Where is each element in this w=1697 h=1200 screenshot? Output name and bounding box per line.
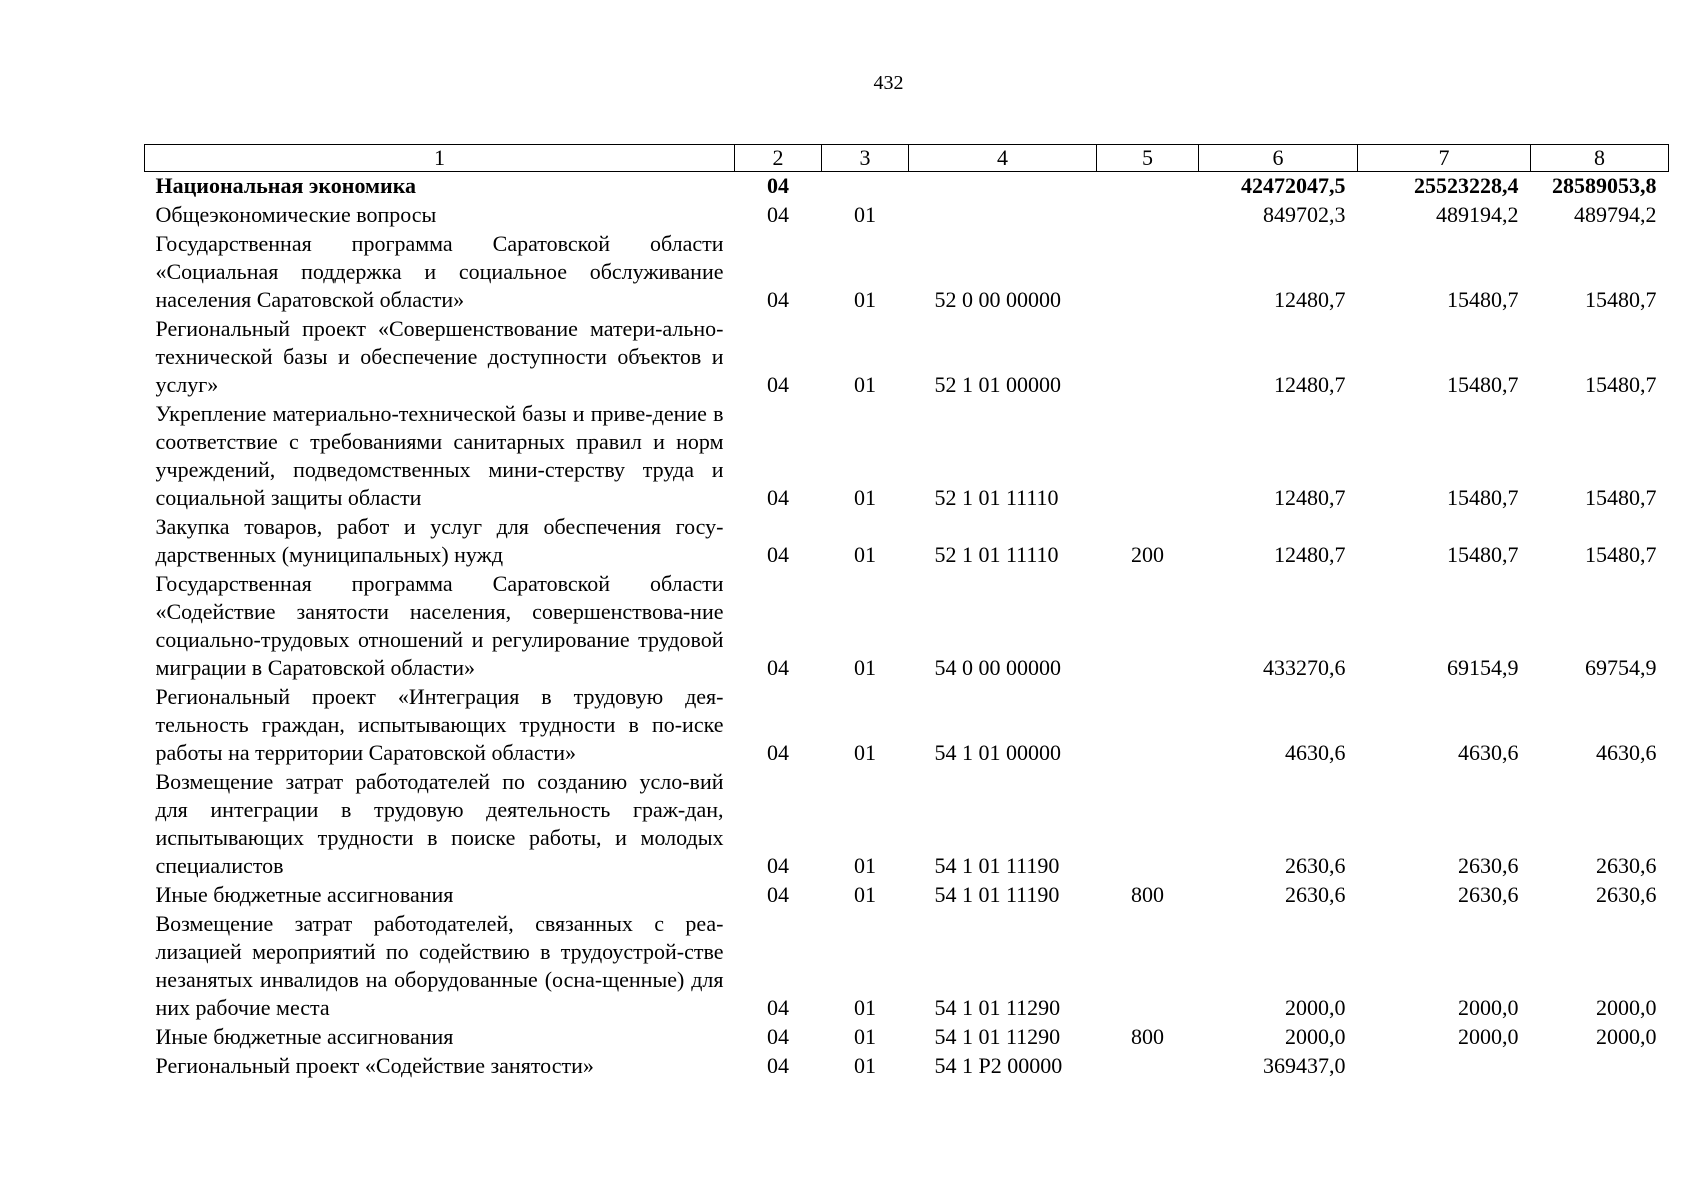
amount-col8-cell: 2630,6 xyxy=(1596,882,1657,907)
table-row xyxy=(145,172,1669,202)
expense-type-cell xyxy=(1097,400,1199,513)
amount-col7-cell: 25523228,4 xyxy=(1414,173,1519,198)
column-header: 5 xyxy=(1097,145,1199,172)
expense-type-cell xyxy=(1097,201,1199,230)
amount-col7-cell: 15480,7 xyxy=(1447,485,1519,510)
row-name-cell: Иные бюджетные ассигнования xyxy=(155,1024,454,1049)
target-article-cell xyxy=(909,172,1097,202)
subsection-code-cell: 01 xyxy=(854,485,876,510)
column-header: 6 xyxy=(1199,145,1358,172)
table-row xyxy=(145,315,1669,400)
expense-type-cell xyxy=(1097,910,1199,1023)
section-code-cell: 04 xyxy=(767,287,789,312)
column-header: 2 xyxy=(735,145,822,172)
amount-col8-cell: 15480,7 xyxy=(1585,542,1657,567)
row-name-cell: Государственная программа Саратовской области «Содействие занятости населения, совершенствова-ние социально-трудовых отношений и регулирование трудовой миграции в Саратовской области» xyxy=(155,571,724,680)
subsection-code-cell: 01 xyxy=(854,287,876,312)
amount-col8-cell: 15480,7 xyxy=(1585,287,1657,312)
amount-col6-cell: 4630,6 xyxy=(1285,740,1346,765)
subsection-code-cell: 01 xyxy=(854,655,876,680)
row-name-cell: Возмещение затрат работодателей по созданию усло-вий для интеграции в трудовую деятельность граж-дан, испытывающих трудности в поиске работы, и молодых специалистов xyxy=(155,769,724,878)
table-row xyxy=(145,768,1669,881)
expense-type-cell xyxy=(1097,768,1199,881)
subsection-code-cell: 01 xyxy=(854,202,876,227)
section-code-cell: 04 xyxy=(767,740,789,765)
amount-col7-cell: 69154,9 xyxy=(1447,655,1519,680)
expense-type-cell: 800 xyxy=(1131,882,1164,907)
target-article-cell: 52 1 01 11110 xyxy=(934,485,1059,510)
row-name-cell: Региональный проект «Содействие занятости» xyxy=(155,1053,594,1078)
amount-col8-cell xyxy=(1531,1052,1669,1081)
expense-type-cell xyxy=(1097,570,1199,683)
section-code-cell: 04 xyxy=(767,173,789,198)
amount-col7-cell: 2000,0 xyxy=(1458,995,1519,1020)
row-name-cell: Общеэкономические вопросы xyxy=(155,202,437,227)
header-row xyxy=(145,145,1669,172)
section-code-cell: 04 xyxy=(767,372,789,397)
expense-type-cell xyxy=(1097,315,1199,400)
subsection-code-cell: 01 xyxy=(854,995,876,1020)
expense-type-cell xyxy=(1097,1052,1199,1081)
section-code-cell: 04 xyxy=(767,1053,789,1078)
row-name-cell: Национальная экономика xyxy=(155,173,417,198)
table-row xyxy=(145,1023,1669,1052)
expense-type-cell: 800 xyxy=(1131,1024,1164,1049)
row-name-cell: Иные бюджетные ассигнования xyxy=(155,882,454,907)
row-name-cell: Региональный проект «Совершенствование матери-ально-технической базы и обеспечение доступности объектов и услуг» xyxy=(155,316,724,397)
amount-col7-cell: 2000,0 xyxy=(1458,1024,1519,1049)
row-name-cell: Государственная программа Саратовской области «Социальная поддержка и социальное обслуживание населения Саратовской области» xyxy=(155,231,724,312)
table-row xyxy=(145,513,1669,570)
amount-col7-cell: 489194,2 xyxy=(1436,202,1519,227)
target-article-cell: 54 1 Р2 00000 xyxy=(934,1053,1063,1078)
subsection-code-cell: 01 xyxy=(854,542,876,567)
subsection-code-cell: 01 xyxy=(854,372,876,397)
amount-col6-cell: 42472047,5 xyxy=(1241,173,1346,198)
amount-col6-cell: 433270,6 xyxy=(1263,655,1346,680)
target-article-cell: 54 1 01 11290 xyxy=(934,995,1061,1020)
amount-col7-cell: 2630,6 xyxy=(1458,853,1519,878)
table-row xyxy=(145,910,1669,1023)
target-article-cell: 54 1 01 11190 xyxy=(934,853,1060,878)
table-row xyxy=(145,400,1669,513)
amount-col6-cell: 2630,6 xyxy=(1285,853,1346,878)
section-code-cell: 04 xyxy=(767,655,789,680)
amount-col7-cell: 15480,7 xyxy=(1447,287,1519,312)
row-name-cell: Региональный проект «Интеграция в трудовую дея-тельность граждан, испытывающих трудности в по-иске работы на территории Саратовской области» xyxy=(155,684,724,765)
amount-col7-cell: 2630,6 xyxy=(1458,882,1519,907)
expense-type-cell xyxy=(1097,683,1199,768)
subsection-code-cell: 01 xyxy=(854,740,876,765)
amount-col8-cell: 2630,6 xyxy=(1596,853,1657,878)
expense-type-cell xyxy=(1097,230,1199,315)
amount-col6-cell: 2000,0 xyxy=(1285,1024,1346,1049)
amount-col6-cell: 369437,0 xyxy=(1263,1053,1346,1078)
subsection-code-cell: 01 xyxy=(854,853,876,878)
amount-col7-cell: 15480,7 xyxy=(1447,542,1519,567)
row-name-cell: Укрепление материально-технической базы и приве-дение в соответствие с требованиями санитарных правил и норм учреждений, подведомственных мини-стерству труда и социальной защиты области xyxy=(155,401,724,510)
amount-col6-cell: 2000,0 xyxy=(1285,995,1346,1020)
target-article-cell: 52 1 01 00000 xyxy=(934,372,1061,397)
amount-col8-cell: 15480,7 xyxy=(1585,485,1657,510)
column-header: 1 xyxy=(145,145,735,172)
amount-col8-cell: 69754,9 xyxy=(1585,655,1657,680)
target-article-cell: 54 0 00 00000 xyxy=(934,655,1061,680)
column-header: 4 xyxy=(909,145,1097,172)
row-name-cell: Возмещение затрат работодателей, связанных с реа-лизацией мероприятий по содействию в трудоустрой-стве незанятых инвалидов на оборудованные (осна-щенные) для них рабочие места xyxy=(155,911,724,1020)
column-header: 7 xyxy=(1358,145,1531,172)
table-row xyxy=(145,881,1669,910)
table-row xyxy=(145,1052,1669,1081)
amount-col7-cell xyxy=(1358,1052,1531,1081)
amount-col8-cell: 4630,6 xyxy=(1596,740,1657,765)
amount-col6-cell: 12480,7 xyxy=(1274,485,1346,510)
amount-col8-cell: 489794,2 xyxy=(1574,202,1657,227)
page-number: 432 xyxy=(873,72,904,94)
target-article-cell: 52 0 00 00000 xyxy=(934,287,1061,312)
section-code-cell: 04 xyxy=(767,995,789,1020)
budget-table xyxy=(144,144,1669,1081)
subsection-code-cell xyxy=(822,172,909,202)
target-article-cell xyxy=(909,201,1097,230)
section-code-cell: 04 xyxy=(767,882,789,907)
amount-col7-cell: 4630,6 xyxy=(1458,740,1519,765)
amount-col8-cell: 2000,0 xyxy=(1596,1024,1657,1049)
section-code-cell: 04 xyxy=(767,1024,789,1049)
table-body xyxy=(145,172,1669,1082)
table-row xyxy=(145,201,1669,230)
target-article-cell: 54 1 01 11290 xyxy=(934,1024,1061,1049)
amount-col6-cell: 12480,7 xyxy=(1274,287,1346,312)
table-row xyxy=(145,230,1669,315)
row-name-cell: Закупка товаров, работ и услуг для обеспечения госу-дарственных (муниципальных) нужд xyxy=(155,514,724,567)
amount-col8-cell: 2000,0 xyxy=(1596,995,1657,1020)
amount-col8-cell: 15480,7 xyxy=(1585,372,1657,397)
expense-type-cell: 200 xyxy=(1131,542,1164,567)
subsection-code-cell: 01 xyxy=(854,1024,876,1049)
amount-col8-cell: 28589053,8 xyxy=(1552,173,1657,198)
amount-col6-cell: 849702,3 xyxy=(1263,202,1346,227)
amount-col6-cell: 12480,7 xyxy=(1274,542,1346,567)
section-code-cell: 04 xyxy=(767,202,789,227)
section-code-cell: 04 xyxy=(767,542,789,567)
subsection-code-cell: 01 xyxy=(854,882,876,907)
amount-col6-cell: 12480,7 xyxy=(1274,372,1346,397)
target-article-cell: 54 1 01 11190 xyxy=(934,882,1060,907)
subsection-code-cell: 01 xyxy=(854,1053,876,1078)
table-row xyxy=(145,570,1669,683)
column-header: 8 xyxy=(1531,145,1669,172)
section-code-cell: 04 xyxy=(767,485,789,510)
amount-col7-cell: 15480,7 xyxy=(1447,372,1519,397)
amount-col6-cell: 2630,6 xyxy=(1285,882,1346,907)
section-code-cell: 04 xyxy=(767,853,789,878)
expense-type-cell xyxy=(1097,172,1199,202)
table-row xyxy=(145,683,1669,768)
target-article-cell: 52 1 01 11110 xyxy=(934,542,1059,567)
column-header: 3 xyxy=(822,145,909,172)
target-article-cell: 54 1 01 00000 xyxy=(934,740,1061,765)
